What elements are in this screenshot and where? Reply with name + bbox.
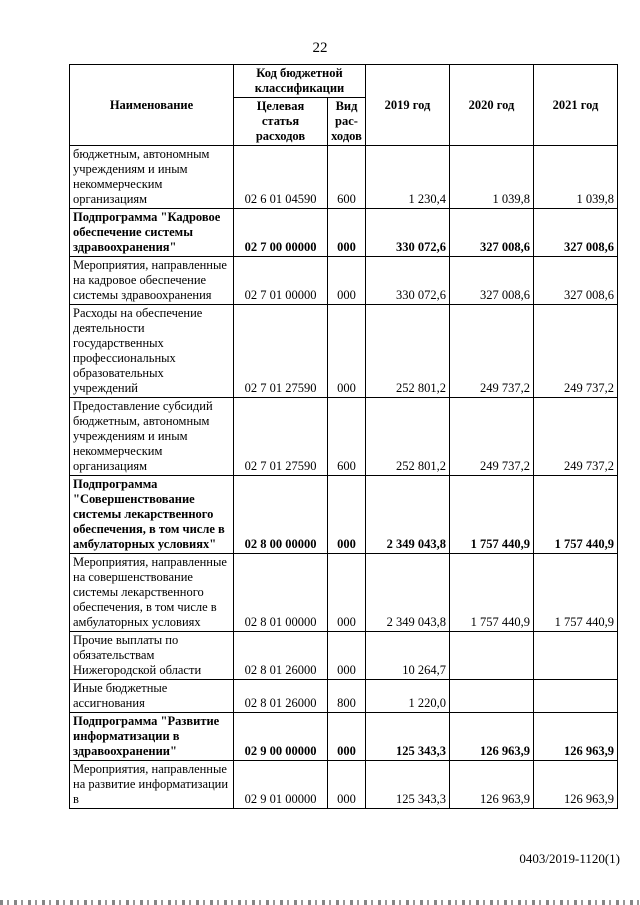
row-name: Мероприятия, направленные на совершенствование системы лекарственного обеспечения, в том числе в амбулаторных условиях <box>70 554 234 632</box>
row-value-2021 <box>534 632 618 680</box>
row-value-2021: 1 757 440,9 <box>534 476 618 554</box>
table-row <box>70 761 618 809</box>
row-value-2020: 126 963,9 <box>450 713 534 761</box>
row-name: Мероприятия, направленные на кадровое обеспечение системы здравоохранения <box>70 257 234 305</box>
row-value-2019: 2 349 043,8 <box>366 476 450 554</box>
row-value-2021: 126 963,9 <box>534 713 618 761</box>
row-target-article: 02 7 01 27590 <box>234 398 328 476</box>
table-body <box>70 146 618 809</box>
row-value-2019: 330 072,6 <box>366 257 450 305</box>
table-row <box>70 713 618 761</box>
row-target-article: 02 9 00 00000 <box>234 713 328 761</box>
table-header <box>70 65 618 146</box>
row-expense-type: 000 <box>328 713 366 761</box>
page-number: 22 <box>312 40 328 56</box>
row-name: Подпрограмма "Развитие информатизации в здравоохранении" <box>70 713 234 761</box>
row-name: Подпрограмма "Совершенствование системы лекарственного обеспечения, в том числе в амбулаторных условиях" <box>70 476 234 554</box>
row-value-2019: 125 343,3 <box>366 761 450 809</box>
row-value-2021 <box>534 680 618 713</box>
row-value-2020: 1 757 440,9 <box>450 476 534 554</box>
document-code: 0403/2019-1120(1) <box>519 851 620 866</box>
row-expense-type: 000 <box>328 305 366 398</box>
row-value-2020: 249 737,2 <box>450 398 534 476</box>
table-row <box>70 146 618 209</box>
row-value-2021: 249 737,2 <box>534 305 618 398</box>
row-name: Подпрограмма "Кадровое обеспечение системы здравоохранения" <box>70 209 234 257</box>
row-name: Мероприятия, направленные на развитие информатизации в <box>70 761 234 809</box>
header-expense-type: Вид рас-ходов <box>328 98 366 146</box>
row-value-2021: 1 757 440,9 <box>534 554 618 632</box>
table-row <box>70 257 618 305</box>
table-row <box>70 476 618 554</box>
header-2021: 2021 год <box>534 65 618 146</box>
table-row <box>70 632 618 680</box>
row-expense-type: 000 <box>328 209 366 257</box>
header-2020: 2020 год <box>450 65 534 146</box>
row-expense-type: 800 <box>328 680 366 713</box>
row-expense-type: 000 <box>328 554 366 632</box>
row-value-2019: 10 264,7 <box>366 632 450 680</box>
row-value-2021: 249 737,2 <box>534 398 618 476</box>
table-row <box>70 680 618 713</box>
row-name: бюджетным, автономным учреждениям и иным некоммерческим организациям <box>70 146 234 209</box>
row-value-2020: 249 737,2 <box>450 305 534 398</box>
budget-table <box>69 64 618 809</box>
row-expense-type: 600 <box>328 398 366 476</box>
row-value-2021: 327 008,6 <box>534 209 618 257</box>
row-expense-type: 000 <box>328 761 366 809</box>
row-target-article: 02 8 01 26000 <box>234 680 328 713</box>
header-classification: Код бюджетной классификации <box>234 65 366 98</box>
row-expense-type: 600 <box>328 146 366 209</box>
table-row <box>70 554 618 632</box>
row-name: Предоставление субсидий бюджетным, автономным учреждениям и иным некоммерческим организациям <box>70 398 234 476</box>
header-name: Наименование <box>70 65 234 146</box>
row-value-2019: 2 349 043,8 <box>366 554 450 632</box>
row-name: Иные бюджетные ассигнования <box>70 680 234 713</box>
row-value-2020: 327 008,6 <box>450 209 534 257</box>
row-expense-type: 000 <box>328 476 366 554</box>
table-row <box>70 209 618 257</box>
row-target-article: 02 7 01 00000 <box>234 257 328 305</box>
header-target-article: Целевая статья расходов <box>234 98 328 146</box>
header-2019: 2019 год <box>366 65 450 146</box>
row-value-2021: 327 008,6 <box>534 257 618 305</box>
row-target-article: 02 7 00 00000 <box>234 209 328 257</box>
row-value-2020: 1 757 440,9 <box>450 554 534 632</box>
row-value-2019: 330 072,6 <box>366 209 450 257</box>
row-value-2020: 1 039,8 <box>450 146 534 209</box>
row-value-2019: 252 801,2 <box>366 398 450 476</box>
row-name: Расходы на обеспечение деятельности государственных профессиональных образовательных учреждений <box>70 305 234 398</box>
row-value-2019: 1 220,0 <box>366 680 450 713</box>
table-row <box>70 305 618 398</box>
row-target-article: 02 6 01 04590 <box>234 146 328 209</box>
row-expense-type: 000 <box>328 257 366 305</box>
row-value-2020 <box>450 680 534 713</box>
row-target-article: 02 9 01 00000 <box>234 761 328 809</box>
row-value-2019: 252 801,2 <box>366 305 450 398</box>
row-value-2020 <box>450 632 534 680</box>
scan-edge-artifact <box>0 900 640 905</box>
row-value-2019: 125 343,3 <box>366 713 450 761</box>
row-value-2020: 327 008,6 <box>450 257 534 305</box>
row-target-article: 02 7 01 27590 <box>234 305 328 398</box>
row-value-2019: 1 230,4 <box>366 146 450 209</box>
row-name: Прочие выплаты по обязательствам Нижегородской области <box>70 632 234 680</box>
row-value-2020: 126 963,9 <box>450 761 534 809</box>
row-value-2021: 126 963,9 <box>534 761 618 809</box>
row-target-article: 02 8 01 00000 <box>234 554 328 632</box>
table-row <box>70 398 618 476</box>
row-expense-type: 000 <box>328 632 366 680</box>
row-target-article: 02 8 00 00000 <box>234 476 328 554</box>
row-target-article: 02 8 01 26000 <box>234 632 328 680</box>
row-value-2021: 1 039,8 <box>534 146 618 209</box>
